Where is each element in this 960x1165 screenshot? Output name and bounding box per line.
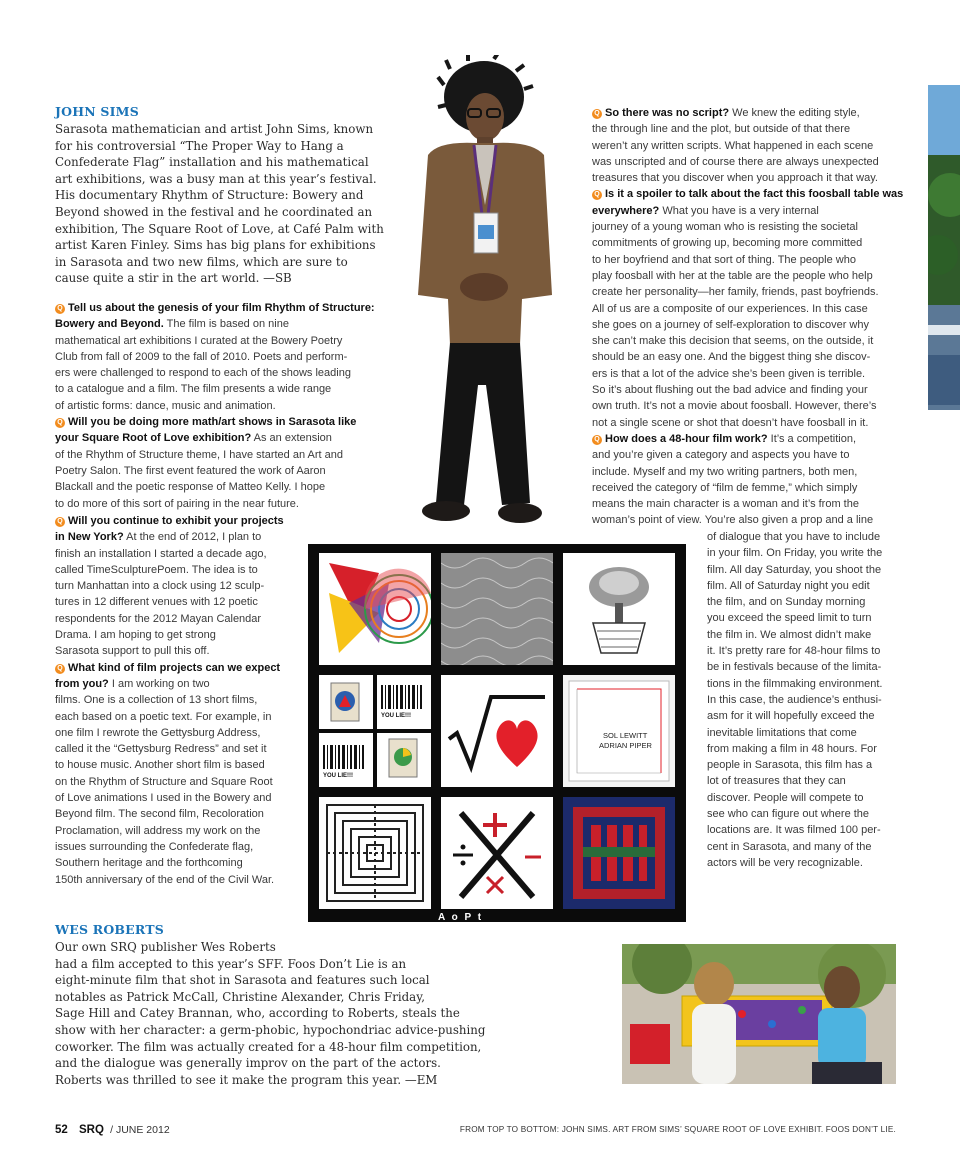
sims-qa-lower [55,513,295,888]
answer-line: issues surrounding the Confederate flag, [55,840,254,853]
answer-line: it. It’s pretty rare for 48-hour films to [707,645,881,658]
answer-line: commitments of growing up, becoming more committed [592,237,863,250]
answer-text: As an extension [251,432,332,445]
answer-line: called TimeSculpturePoem. The idea is to [55,563,258,576]
answer-line: include. Myself and my two writing partners, both men, [592,465,858,478]
answer-line: she can’t make this decision that seems, on the outside, it [592,335,874,348]
answer-line: lot of treasures that they can [707,775,846,788]
answer-line: each based on a poetic text. For example, in [55,710,272,723]
answer-line: of artistic forms: dance, music and animation. [55,399,276,412]
answer-line: was unscripted and of course there are always unexpected [592,155,879,168]
intro-line: artist Karen Finley. Sims has big plans for exhibitions [55,238,376,253]
answer-line: inevitable limitations that come [707,726,857,739]
answer-text: What you have is a very internal [659,204,819,217]
answer-line: of dialogue that you have to include [707,531,881,543]
wes-roberts-heading: WES ROBERTS [55,922,165,937]
roberts-qa-lower [707,529,907,871]
answer-line: asm for it will hopefully exceed the [707,710,875,723]
question-marker-icon: Q [592,190,602,200]
answer-line: in your film. On Friday, you write the [707,547,883,560]
intro-line: Roberts was thrilled to see it make the program this year. —EM [55,1072,438,1087]
question-marker-icon: Q [592,109,602,119]
intro-line: coworker. The film was actually created for a 48-hour film competition, [55,1039,482,1054]
question-marker-icon: Q [592,435,602,445]
john-sims-photo [398,55,568,535]
intro-line: for his controversial “The Proper Way to Hang a [55,138,344,153]
answer-line: films. One is a collection of 13 short films, [55,694,258,707]
question-text: What kind of film projects can we expect from you? [55,661,281,690]
question-marker-icon: Q [55,304,65,314]
question-text: So there was no script? [605,107,730,119]
answer-line: to house music. Another short film is based [55,759,265,772]
answer-text: We knew the editing style, [729,107,860,119]
answer-line: cent in Sarasota, and many of the [707,840,872,853]
answer-line: one film I rewrote the Gettysburg Address, [55,726,261,739]
intro-line: Sage Hill and Catey Brannan, who, according to Roberts, steals the [55,1006,460,1021]
answer-line: the film, and on Sunday morning [707,596,866,609]
answer-line: should be an easy one. And the biggest thing she discov- [592,351,871,364]
answer-line: you exceed the speed limit to turn [707,612,872,625]
answer-line: from making a film in 48 hours. For [707,742,877,755]
intro-line: Our own SRQ publisher Wes Roberts [55,940,276,954]
answer-line: film. All day Saturday, you shoot the [707,563,882,576]
question-text: How does a 48-hour film work? [605,432,768,445]
art-tile-tree [563,553,675,665]
intro-line: notables as Patrick McCall, Christine Alexander, Chris Friday, [55,989,426,1004]
answer-line: actors will be very recognizable. [707,856,863,869]
answer-line: So it’s about flushing out the bad advice and finding your [592,384,868,397]
magazine-name: SRQ [79,1124,104,1136]
answer-line: Blackall and the poetic response of Matteo Kelly. I hope [55,481,326,494]
intro-line: Confederate Flag” installation and his mathematical [55,155,369,170]
intro-line: had a film accepted to this year’s SFF. Foos Don’t Lie is an [55,956,407,971]
sol-lewitt-label: SOL LEWITT [603,731,648,740]
question-text: Is it a spoiler to talk about the fact this foosball table was everywhere? [592,188,904,217]
answer-line: to do more of this sort of pairing in the near future. [55,497,299,510]
sims-qa-upper [55,300,380,512]
art-tile-flag-quilt [563,797,675,909]
answer-line: Southern heritage and the forthcoming [55,857,243,870]
answer-line: see who can figure out where the [707,808,870,821]
art-tile-geometric-rainbow [319,553,431,665]
intro-line: show with her character: a germ-phobic, hypochondriac advice-pushing [55,1022,486,1037]
answer-line: Drama. I am hoping to get strong [55,629,216,642]
intro-line: His documentary Rhythm of Structure: Bowery and [55,188,364,203]
answer-line: not a single scene or shot that doesn’t have foosball in it. [592,416,869,429]
answer-text: It’s a competition, [767,432,857,445]
adrian-piper-label: ADRIAN PIPER [599,741,652,750]
art-bottom-strip-text: A o P t [438,912,484,923]
intro-line: Sarasota mathematician and artist John Sims, known [55,122,374,136]
answer-line: received the category of “film de femme,” which simply [592,481,858,494]
answer-line: to her boyfriend and that sort of thing. The people who [592,253,856,266]
answer-line: film. All of Saturday night you edit [707,579,870,592]
answer-line: to a catalogue and a film. The film presents a wide range [55,383,332,396]
answer-text: At the end of 2012, I plan to [123,531,262,544]
art-tile-sol-lewitt [563,675,675,787]
square-root-of-love-art [308,544,686,922]
answer-text: I am working on two [108,677,210,690]
answer-line: tures in 12 different venues with 12 poetic [55,596,258,609]
you-lie-text-2: YOU LIE!!! [323,773,353,779]
answer-line: tions in the filmmaking environment. [707,677,883,690]
question-marker-icon: Q [55,664,65,674]
roberts-qa-upper [592,105,904,529]
answer-line: create her personality—her family, friends, past boyfriends. [592,286,879,299]
foos-dont-lie-photo [622,944,896,1084]
answer-line: Beyond film. The second film, Recoloration [55,808,264,821]
art-tile-you-lie [319,675,431,787]
answer-line: Proclamation, will address my work on the [55,824,261,837]
answer-line: treasures that you discover when you approach it that way. [592,172,878,185]
question-marker-icon: Q [55,418,65,428]
answer-line: discover. People will compete to [707,791,864,804]
answer-line: she goes on a journey of self-exploration to discover why [592,318,869,331]
answer-line: journey of a young woman who is resisting the societal [592,221,858,234]
intro-line: and the dialogue was generally improv on the part of the actors. [55,1056,441,1071]
wes-roberts-intro [55,939,615,1088]
answer-line: own truth. It’s not a movie about foosball. However, there’s [592,400,877,413]
answer-line: the film in. We almost didn’t make [707,628,872,641]
answer-text: The film is based on nine [163,318,289,331]
intro-line: cause quite a stir in the art world. —SB [55,271,292,286]
answer-line: Poetry Salon. The first event featured the work of Aaron [55,464,326,477]
you-lie-text-1: YOU LIE!!! [381,713,411,719]
intro-line: exhibition, The Square Root of Love, at Café Palm with [55,221,384,236]
question-marker-icon: Q [55,517,65,527]
photo-caption: FROM TOP TO BOTTOM: JOHN SIMS. ART FROM SIMS’ SQUARE ROOT OF LOVE EXHIBIT. FOOS DON’T LIE. [459,1125,896,1134]
answer-line: play foosball with her at the table are the people who help [592,269,873,282]
answer-line: finish an installation I started a decade ago, [55,547,267,560]
answer-line: means the main character is a woman and it’s from the [592,498,859,511]
answer-line: All of us are a composite of our experiences. In this case [592,302,868,315]
edge-photo-strip [928,85,960,410]
art-tile-maze-pattern [319,797,431,909]
intro-line: Beyond showed in the festival and he coordinated an [55,204,373,219]
answer-line: called it the “Gettysburg Redress” and set it [55,743,267,756]
intro-line: art exhibitions, was a busy man at this year’s festival. [55,171,377,186]
answer-line: Club from fall of 2009 to the fall of 2010. Poets and perform- [55,350,348,363]
intro-line: eight-minute film that shot in Sarasota and features such local [55,973,430,988]
answer-line: be in festivals because of the limita- [707,661,882,674]
intro-line: in Sarasota and two new films, which are sure to [55,254,348,269]
page-footer-left [55,1124,170,1136]
question-text: Will you be doing more math/art shows in Sarasota like your Square Root of Love exhibition? [55,416,357,445]
answer-line: weren’t any written scripts. What happened in each scene [592,139,874,152]
answer-line: locations are. It was filmed 100 per- [707,824,881,837]
john-sims-intro [55,121,385,287]
answer-line: ers were challenged to respond to each of the shows leading [55,367,351,380]
answer-line: on the Rhythm of Structure and Square Root [55,775,273,788]
answer-line: ers is that a lot of the advice she’s been given is terrible. [592,367,866,380]
answer-line: and you’re given a category and aspects you have to [592,449,850,462]
answer-line: people in Sarasota, this film has a [707,759,873,772]
answer-line: respondents for the 2012 Mayan Calendar [55,612,262,625]
john-sims-heading: JOHN SIMS [55,104,139,119]
answer-line: mathematical art exhibitions I curated at the Bowery Poetry [55,334,343,347]
answer-line: the through line and the plot, but outside of that there [592,123,851,136]
art-tile-math-symbols [441,797,553,909]
page-number: 52 [55,1124,68,1136]
question-text: Will you continue to exhibit your projects in New York? [55,515,284,544]
answer-line: turn Manhattan into a clock using 12 sculp- [55,580,265,593]
answer-line: Sarasota support to pull this off. [55,645,210,658]
answer-line: woman’s point of view. You’re also given a prop and a line [592,514,874,527]
art-tile-gray-texture [441,553,553,665]
question-text: Tell us about the genesis of your film Rhythm of Structure: Bowery and Beyond. [55,302,375,331]
answer-line: In this case, the audience’s enthusi- [707,693,882,706]
issue-date: / JUNE 2012 [110,1124,170,1136]
answer-line: 150th anniversary of the end of the Civil War. [55,873,275,886]
answer-line: of Love animations I used in the Bowery and [55,792,272,805]
answer-line: of the Rhythm of Structure theme, I have started an Art and [55,448,343,461]
art-tile-square-root-heart [441,675,553,787]
